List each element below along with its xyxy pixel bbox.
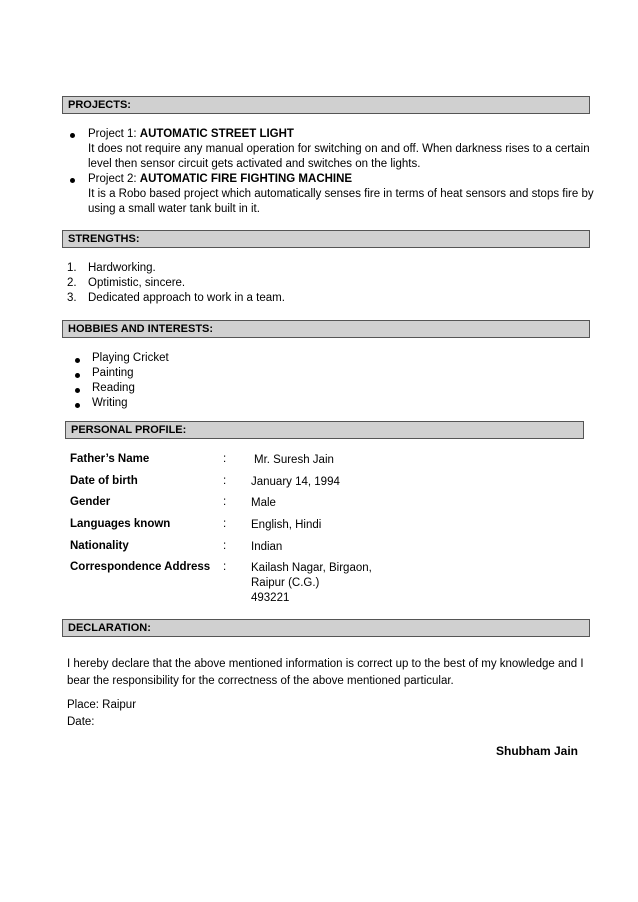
profile-value: January 14, 1994 (251, 476, 340, 488)
bullet-icon (70, 133, 75, 138)
hobby-item: Painting (92, 367, 134, 379)
profile-colon: : (223, 540, 227, 552)
profile-colon: : (223, 453, 227, 465)
hobbies-heading: HOBBIES AND INTERESTS: (62, 320, 590, 338)
profile-label: Date of birth (70, 475, 138, 487)
bullet-icon (75, 358, 80, 363)
strength-item: Optimistic, sincere. (88, 277, 186, 289)
project-desc: It is a Robo based project which automatically senses fire in terms of heat sensors and stops fire by (88, 188, 594, 200)
profile-value: 493221 (251, 592, 290, 604)
declaration-heading: DECLARATION: (62, 619, 590, 637)
bullet-icon (75, 403, 80, 408)
project-desc: level then sensor circuit gets activated and switches on the lights. (88, 158, 421, 170)
profile-value: Mr. Suresh Jain (254, 454, 334, 466)
projects-heading: PROJECTS: (62, 96, 590, 114)
project-title: AUTOMATIC STREET LIGHT (139, 128, 294, 140)
profile-heading: PERSONAL PROFILE: (65, 421, 584, 439)
declaration-line: I hereby declare that the above mentioned information is correct up to the best of my knowledge and I (67, 658, 584, 670)
bullet-icon (75, 388, 80, 393)
strength-number: 2. (67, 277, 77, 289)
project-desc: using a small water tank built in it. (88, 203, 260, 215)
hobby-item: Reading (92, 382, 135, 394)
signature-name: Shubham Jain (495, 744, 578, 758)
profile-row (70, 453, 590, 469)
project-title: AUTOMATIC FIRE FIGHTING MACHINE (139, 173, 353, 185)
declaration-text (67, 656, 587, 690)
profile-label: Languages known (70, 518, 171, 530)
profile-value: English, Hindi (251, 519, 322, 531)
bullet-icon (70, 178, 75, 183)
declaration-place: Place: Raipur (67, 699, 137, 711)
project-prefix: Project 2: (88, 173, 140, 185)
hobby-item: Writing (92, 397, 128, 409)
profile-row (70, 496, 590, 512)
profile-colon: : (223, 496, 227, 508)
declaration-line: bear the responsibility for the correctness of the above mentioned particular. (67, 675, 454, 687)
profile-colon: : (223, 475, 227, 487)
hobby-item: Playing Cricket (92, 352, 169, 364)
strength-item: Hardworking. (88, 262, 156, 274)
profile-colon: : (223, 561, 227, 573)
project-desc: It does not require any manual operation for switching on and off. When darkness rises to a certain (88, 143, 590, 155)
project-item-2 (88, 172, 594, 217)
strength-item: Dedicated approach to work in a team. (88, 292, 285, 304)
profile-label: Gender (70, 496, 111, 508)
profile-label: Nationality (70, 540, 129, 552)
declaration-date: Date: (67, 716, 95, 728)
profile-row (70, 475, 590, 491)
profile-value: Raipur (C.G.) (251, 577, 320, 589)
project-item-1 (88, 127, 590, 172)
profile-row (70, 518, 590, 534)
profile-value: Kailash Nagar, Birgaon, (251, 562, 372, 574)
profile-label: Correspondence Address (70, 561, 211, 573)
project-prefix: Project 1: (88, 128, 140, 140)
strength-number: 3. (67, 292, 77, 304)
profile-value: Male (251, 497, 276, 509)
profile-label: Father’s Name (70, 453, 150, 465)
profile-colon: : (223, 518, 227, 530)
bullet-icon (75, 373, 80, 378)
profile-row (70, 561, 590, 611)
profile-row (70, 540, 590, 556)
profile-value: Indian (251, 541, 283, 553)
strengths-heading: STRENGTHS: (62, 230, 590, 248)
strength-number: 1. (67, 262, 77, 274)
